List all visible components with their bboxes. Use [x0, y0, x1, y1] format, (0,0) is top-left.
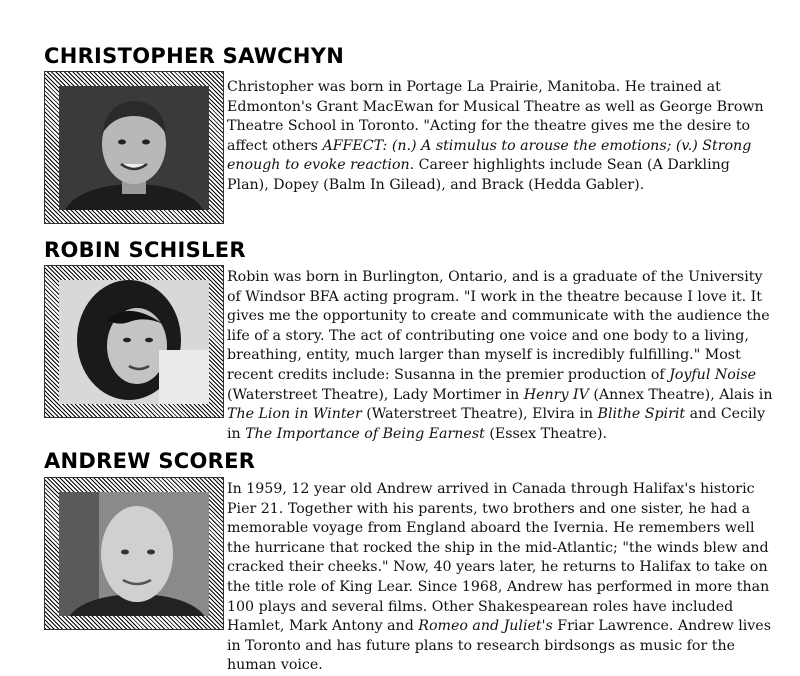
profile-name: CHRISTOPHER SAWCHYN: [44, 44, 345, 68]
headshot-photo: [44, 71, 224, 224]
headshot-photo: [44, 477, 224, 630]
portrait-illustration: [59, 492, 209, 616]
portrait-illustration: [59, 86, 209, 210]
profile-bio: Christopher was born in Portage La Prairie, Manitoba. He trained at Edmonton's Grant MacEwan for Musical Theatre as well as George Brown Theatre School in Toronto. "Acting for the theatre gives me the desire to affect others AFFECT: (n.) A stimulus to arouse the emotions; (v.) Strong enough to evoke reaction. Career highlights include Sean (A Darkling Plan), Dopey (Balm In Gilead), and Brack (Hedda Gabler).: [227, 79, 764, 193]
headshot-photo: [44, 265, 224, 418]
profile-bio: In 1959, 12 year old Andrew arrived in Canada through Halifax's historic Pier 21. Together with his parents, two brothers and one sister, he had a memorable voyage from England aboard the Ivernia. He remembers well the hurricane that rocked the ship in the mid-Atlantic; "the winds blew and cracked their cheeks." Now, 40 years later, he returns to Halifax to take on the title role of King Lear. Since 1968, Andrew has performed in more than 100 plays and several films. Other Shakespearean roles have included Hamlet, Mark Antony and Romeo and Juliet's Friar Lawrence. Andrew lives in Toronto and has future plans to research birdsongs as music for the human voice.: [227, 481, 771, 674]
profile-name: ROBIN SCHISLER: [44, 238, 246, 262]
profile-bio: Robin was born in Burlington, Ontario, and is a graduate of the University of Windsor BFA acting program. "I work in the theatre because I love it. It gives me the opportunity to create and communicate with the audience the life of a story. The act of contributing one voice and one body to a living, breathing, entity, much larger than myself is incredibly fulfilling." Most recent credits include: Susanna in the premier production of Joyful Noise (Waterstreet Theatre), Lady Mortimer in Henry IV (Annex Theatre), Alais in The Lion in Winter (Waterstreet Theatre), Elvira in Blithe Spirit and Cecily in The Importance of Being Earnest (Essex Theatre).: [227, 269, 773, 442]
portrait-illustration: [59, 280, 209, 404]
profile-name: ANDREW SCORER: [44, 449, 256, 473]
